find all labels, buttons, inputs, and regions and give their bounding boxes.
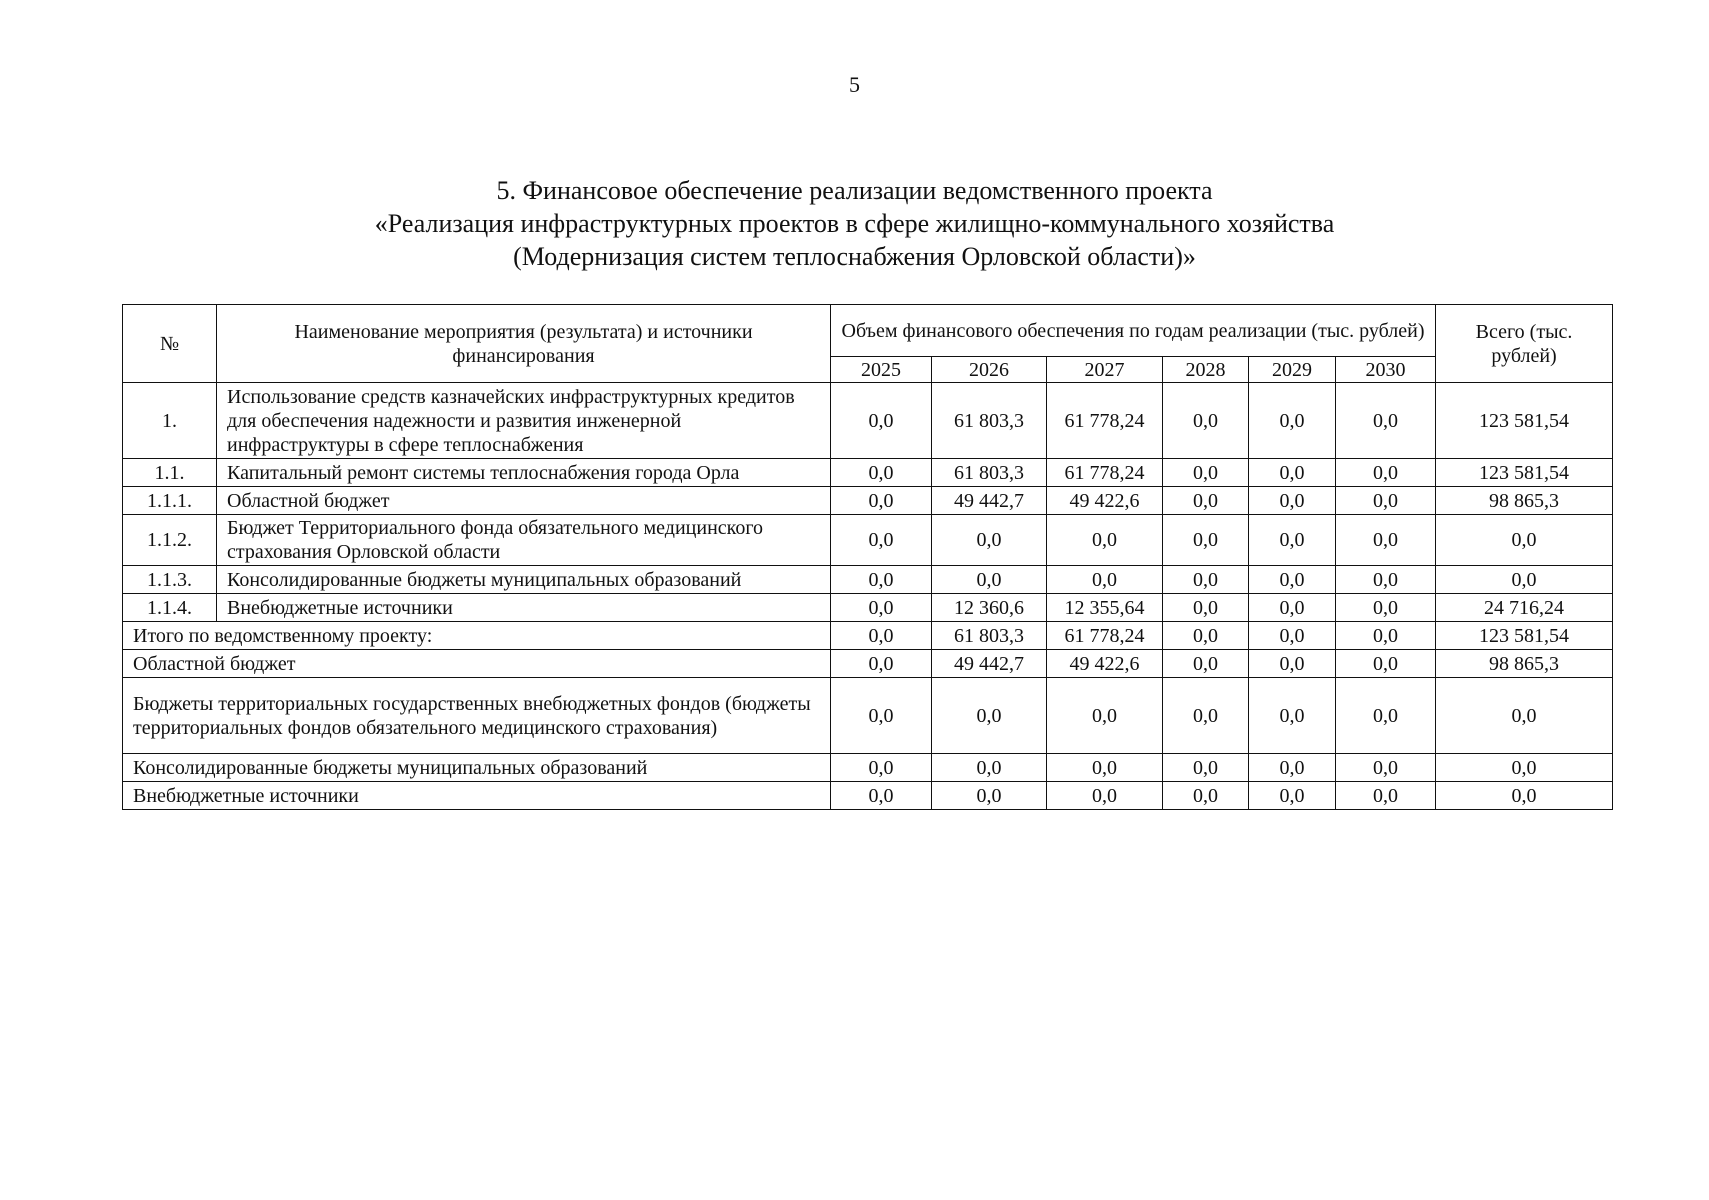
row-value: 0,0	[932, 515, 1047, 566]
totals-value: 61 778,24	[1047, 622, 1163, 650]
totals-row	[123, 678, 1613, 754]
row-total: 24 716,24	[1436, 594, 1613, 622]
row-value: 61 803,3	[932, 459, 1047, 487]
totals-value: 0,0	[1249, 754, 1336, 782]
page-number: 5	[849, 72, 860, 97]
row-value: 0,0	[1249, 594, 1336, 622]
row-value: 0,0	[1163, 515, 1249, 566]
header-year: 2025	[831, 357, 932, 383]
table-row	[123, 515, 1613, 566]
row-value: 0,0	[831, 383, 932, 459]
row-value: 61 803,3	[932, 383, 1047, 459]
totals-total: 0,0	[1436, 782, 1613, 810]
header-num: №	[123, 305, 217, 383]
totals-value: 0,0	[1163, 622, 1249, 650]
header-year: 2026	[932, 357, 1047, 383]
row-value: 0,0	[1249, 459, 1336, 487]
totals-value: 0,0	[831, 678, 932, 754]
row-total: 0,0	[1436, 515, 1613, 566]
totals-value: 49 442,7	[932, 650, 1047, 678]
totals-name: Бюджеты территориальных государственных внебюджетных фондов (бюджеты территориальных фондов обязательного медицинского страхования)	[123, 678, 831, 754]
row-total: 123 581,54	[1436, 383, 1613, 459]
title-line-3: (Модернизация систем теплоснабжения Орловской области)»	[513, 242, 1196, 271]
table-row	[123, 566, 1613, 594]
totals-value: 0,0	[1249, 678, 1336, 754]
header-year: 2030	[1336, 357, 1436, 383]
totals-value: 0,0	[1047, 782, 1163, 810]
row-value: 0,0	[1163, 487, 1249, 515]
document-title	[0, 174, 1709, 273]
row-name: Бюджет Территориального фонда обязательного медицинского страхования Орловской области	[217, 515, 831, 566]
totals-row	[123, 650, 1613, 678]
totals-value: 0,0	[932, 678, 1047, 754]
totals-value: 0,0	[932, 782, 1047, 810]
totals-value: 0,0	[831, 782, 932, 810]
row-value: 0,0	[1336, 459, 1436, 487]
row-value: 0,0	[1336, 594, 1436, 622]
totals-total: 123 581,54	[1436, 622, 1613, 650]
totals-value: 0,0	[1047, 754, 1163, 782]
totals-value: 0,0	[1249, 622, 1336, 650]
totals-name: Внебюджетные источники	[123, 782, 831, 810]
financing-table	[122, 304, 1613, 810]
totals-value: 0,0	[1336, 754, 1436, 782]
row-num: 1.1.4.	[123, 594, 217, 622]
row-value: 0,0	[831, 566, 932, 594]
totals-row	[123, 754, 1613, 782]
title-line-2: «Реализация инфраструктурных проектов в сфере жилищно-коммунального хозяйства	[374, 209, 1335, 238]
row-value: 61 778,24	[1047, 459, 1163, 487]
row-value: 0,0	[1336, 487, 1436, 515]
row-num: 1.1.	[123, 459, 217, 487]
row-name: Консолидированные бюджеты муниципальных образований	[217, 566, 831, 594]
totals-value: 0,0	[1249, 650, 1336, 678]
header-year: 2027	[1047, 357, 1163, 383]
row-value: 49 442,7	[932, 487, 1047, 515]
totals-value: 0,0	[932, 754, 1047, 782]
row-value: 0,0	[1336, 515, 1436, 566]
row-num: 1.1.3.	[123, 566, 217, 594]
totals-name: Консолидированные бюджеты муниципальных образований	[123, 754, 831, 782]
header-year: 2028	[1163, 357, 1249, 383]
totals-name: Итого по ведомственному проекту:	[123, 622, 831, 650]
totals-value: 0,0	[831, 650, 932, 678]
row-value: 0,0	[1336, 566, 1436, 594]
totals-value: 0,0	[1163, 678, 1249, 754]
totals-value: 0,0	[1249, 782, 1336, 810]
row-total: 98 865,3	[1436, 487, 1613, 515]
row-value: 0,0	[1336, 383, 1436, 459]
totals-value: 0,0	[1163, 650, 1249, 678]
row-num: 1.1.1.	[123, 487, 217, 515]
row-value: 0,0	[831, 459, 932, 487]
table-row	[123, 459, 1613, 487]
totals-total: 0,0	[1436, 754, 1613, 782]
table-row	[123, 487, 1613, 515]
row-value: 0,0	[831, 487, 932, 515]
row-name: Капитальный ремонт системы теплоснабжения города Орла	[217, 459, 831, 487]
row-num: 1.	[123, 383, 217, 459]
totals-row	[123, 622, 1613, 650]
row-value: 12 355,64	[1047, 594, 1163, 622]
row-value: 12 360,6	[932, 594, 1047, 622]
row-value: 0,0	[831, 515, 932, 566]
totals-row	[123, 782, 1613, 810]
header-year: 2029	[1249, 357, 1336, 383]
totals-value: 0,0	[831, 754, 932, 782]
totals-value: 49 422,6	[1047, 650, 1163, 678]
row-value: 0,0	[1047, 566, 1163, 594]
totals-name: Областной бюджет	[123, 650, 831, 678]
totals-value: 0,0	[831, 622, 932, 650]
totals-value: 0,0	[1163, 782, 1249, 810]
totals-value: 0,0	[1336, 782, 1436, 810]
row-value: 0,0	[1249, 383, 1336, 459]
totals-value: 0,0	[1336, 622, 1436, 650]
row-value: 49 422,6	[1047, 487, 1163, 515]
row-total: 0,0	[1436, 566, 1613, 594]
row-value: 0,0	[1163, 383, 1249, 459]
title-line-1: 5. Финансовое обеспечение реализации ведомственного проекта	[496, 176, 1213, 205]
row-value: 0,0	[1163, 594, 1249, 622]
totals-value: 0,0	[1336, 650, 1436, 678]
row-value: 0,0	[831, 594, 932, 622]
header-volume: Объем финансового обеспечения по годам реализации (тыс. рублей)	[831, 305, 1436, 357]
row-value: 61 778,24	[1047, 383, 1163, 459]
totals-value: 0,0	[1163, 754, 1249, 782]
row-value: 0,0	[1163, 459, 1249, 487]
totals-total: 98 865,3	[1436, 650, 1613, 678]
header-name: Наименование мероприятия (результата) и источники финансирования	[217, 305, 831, 383]
totals-value: 61 803,3	[932, 622, 1047, 650]
row-name: Внебюджетные источники	[217, 594, 831, 622]
table-row	[123, 383, 1613, 459]
table-row	[123, 594, 1613, 622]
row-value: 0,0	[1249, 487, 1336, 515]
row-value: 0,0	[1249, 515, 1336, 566]
row-value: 0,0	[932, 566, 1047, 594]
totals-total: 0,0	[1436, 678, 1613, 754]
totals-value: 0,0	[1047, 678, 1163, 754]
row-value: 0,0	[1163, 566, 1249, 594]
header-total: Всего (тыс. рублей)	[1436, 305, 1613, 383]
row-name: Использование средств казначейских инфраструктурных кредитов для обеспечения надежности и развития инженерной инфраструктуры в сфере теплоснабжения	[217, 383, 831, 459]
row-value: 0,0	[1249, 566, 1336, 594]
row-total: 123 581,54	[1436, 459, 1613, 487]
row-value: 0,0	[1047, 515, 1163, 566]
totals-value: 0,0	[1336, 678, 1436, 754]
row-name: Областной бюджет	[217, 487, 831, 515]
row-num: 1.1.2.	[123, 515, 217, 566]
